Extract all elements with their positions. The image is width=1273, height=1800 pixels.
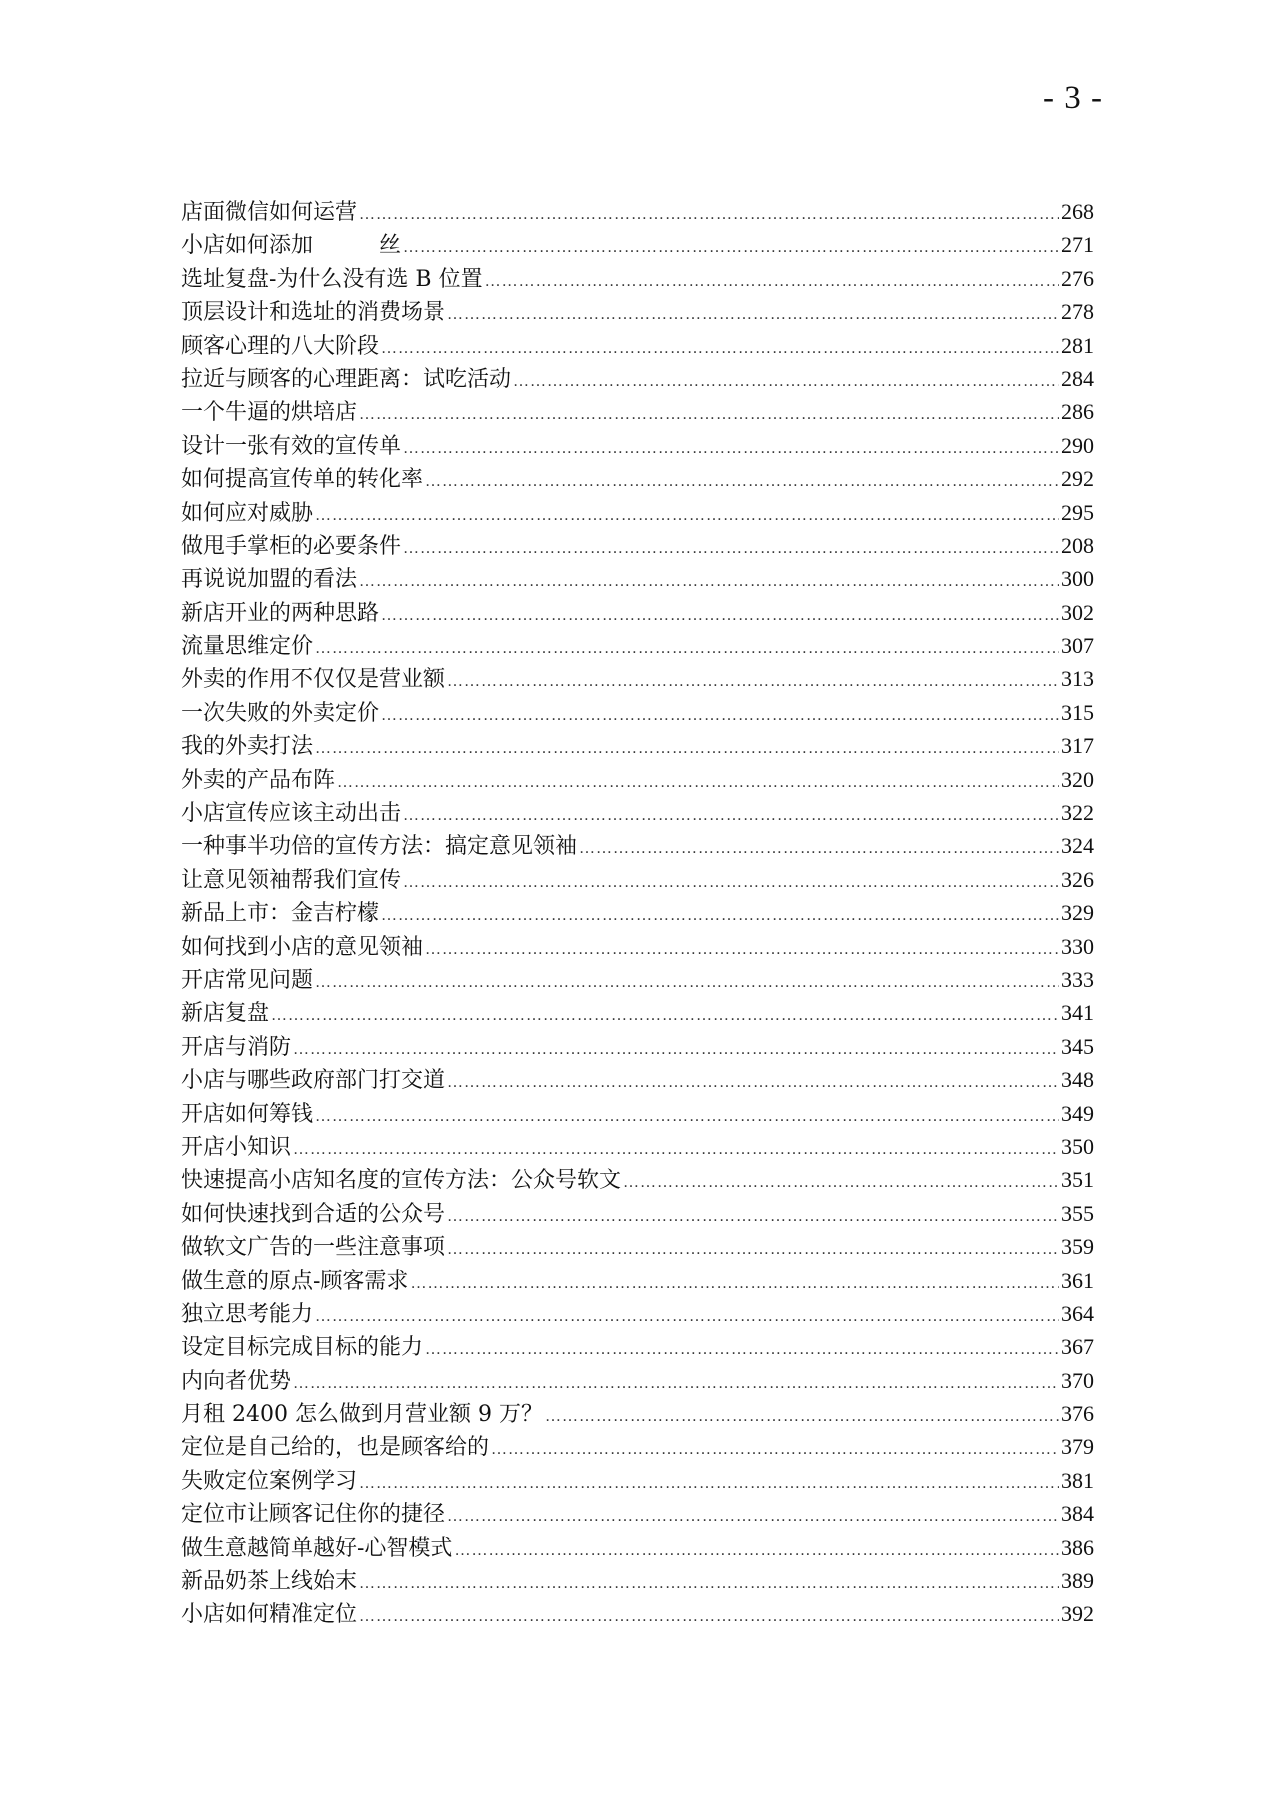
toc-entry bbox=[181, 1197, 1094, 1230]
toc-entry-page-number: 381 bbox=[1061, 1467, 1094, 1493]
toc-entry-title: 新店开业的两种思路 bbox=[181, 600, 380, 626]
dot-leader bbox=[447, 298, 1059, 331]
toc-entry-title: 定位市让顾客记住你的捷径 bbox=[181, 1502, 446, 1528]
toc-entry-title: 定位是自己给的，也是顾客给的 bbox=[181, 1435, 490, 1461]
toc-entry-page-number: 379 bbox=[1061, 1434, 1094, 1460]
dot-leader bbox=[315, 1300, 1059, 1333]
toc-entry bbox=[181, 1230, 1094, 1263]
toc-entry-page-number: 355 bbox=[1061, 1200, 1094, 1226]
toc-entry-page-number: 322 bbox=[1061, 800, 1094, 826]
dot-leader bbox=[491, 1433, 1059, 1466]
toc-entry-page-number: 389 bbox=[1061, 1568, 1094, 1594]
toc-entry bbox=[181, 462, 1094, 495]
table-of-contents bbox=[181, 195, 1094, 1631]
toc-entry bbox=[181, 362, 1094, 395]
dot-leader bbox=[315, 499, 1059, 532]
toc-entry-title: 月租 2400 怎么做到月营业额 9 万？ bbox=[181, 1402, 543, 1428]
toc-entry-title: 再说说加盟的看法 bbox=[181, 567, 358, 593]
toc-entry bbox=[181, 1497, 1094, 1530]
toc-entry-page-number: 384 bbox=[1061, 1501, 1094, 1527]
toc-entry-title: 小店宣传应该主动出击 bbox=[181, 801, 402, 827]
toc-entry bbox=[181, 1297, 1094, 1330]
toc-entry-title: 我的外卖打法 bbox=[181, 734, 314, 760]
dot-leader bbox=[403, 532, 1059, 565]
toc-entry-title: 开店小知识 bbox=[181, 1134, 292, 1160]
dot-leader bbox=[545, 1400, 1059, 1433]
toc-entry-page-number: 317 bbox=[1061, 733, 1094, 759]
toc-entry-title: 顶层设计和选址的消费场景 bbox=[181, 300, 446, 326]
toc-entry-title: 设定目标完成目标的能力 bbox=[181, 1335, 424, 1361]
toc-entry-page-number: 386 bbox=[1061, 1534, 1094, 1560]
toc-entry-page-number: 370 bbox=[1061, 1367, 1094, 1393]
toc-entry-title: 新品上市：金吉柠檬 bbox=[181, 901, 380, 927]
dot-leader bbox=[271, 999, 1059, 1032]
dot-leader bbox=[403, 231, 1059, 264]
toc-entry-title: 内向者优势 bbox=[181, 1368, 292, 1394]
toc-entry-page-number: 345 bbox=[1061, 1033, 1094, 1059]
dot-leader bbox=[381, 699, 1059, 732]
toc-entry-title: 如何应对威胁 bbox=[181, 500, 314, 526]
dot-leader bbox=[293, 1367, 1059, 1400]
toc-entry bbox=[181, 662, 1094, 695]
toc-entry bbox=[181, 1464, 1094, 1497]
dot-leader bbox=[403, 432, 1059, 465]
toc-entry-page-number: 300 bbox=[1061, 566, 1094, 592]
dot-leader bbox=[359, 198, 1059, 231]
toc-entry-title: 开店如何筹钱 bbox=[181, 1101, 314, 1127]
toc-entry bbox=[181, 696, 1094, 729]
toc-entry-page-number: 286 bbox=[1061, 399, 1094, 425]
toc-entry-page-number: 284 bbox=[1061, 365, 1094, 391]
toc-entry bbox=[181, 1397, 1094, 1430]
dot-leader bbox=[447, 1233, 1059, 1266]
toc-entry bbox=[181, 1564, 1094, 1597]
dot-leader bbox=[447, 1500, 1059, 1533]
toc-entry bbox=[181, 562, 1094, 595]
toc-entry-page-number: 351 bbox=[1061, 1167, 1094, 1193]
toc-entry-page-number: 376 bbox=[1061, 1401, 1094, 1427]
toc-entry-title: 拉近与顾客的心理距离：试吃活动 bbox=[181, 366, 512, 392]
toc-entry-title: 让意见领袖帮我们宣传 bbox=[181, 867, 402, 893]
toc-entry-title: 如何快速找到合适的公众号 bbox=[181, 1201, 446, 1227]
toc-entry bbox=[181, 429, 1094, 462]
toc-entry-page-number: 330 bbox=[1061, 933, 1094, 959]
toc-entry-page-number: 268 bbox=[1061, 199, 1094, 224]
dot-leader bbox=[425, 465, 1059, 498]
toc-entry bbox=[181, 529, 1094, 562]
toc-entry-page-number: 276 bbox=[1061, 265, 1094, 291]
toc-entry-page-number: 348 bbox=[1061, 1067, 1094, 1093]
toc-entry bbox=[181, 1030, 1094, 1063]
toc-entry bbox=[181, 1163, 1094, 1196]
toc-entry bbox=[181, 596, 1094, 629]
toc-entry bbox=[181, 1264, 1094, 1297]
dot-leader bbox=[293, 1033, 1059, 1066]
toc-entry bbox=[181, 963, 1094, 996]
toc-entry bbox=[181, 228, 1094, 261]
toc-entry bbox=[181, 395, 1094, 428]
toc-entry-page-number: 271 bbox=[1061, 232, 1094, 258]
toc-entry-page-number: 392 bbox=[1061, 1601, 1094, 1627]
dot-leader bbox=[403, 799, 1059, 832]
toc-entry-title: 开店常见问题 bbox=[181, 967, 314, 993]
toc-entry bbox=[181, 829, 1094, 862]
toc-entry bbox=[181, 996, 1094, 1029]
toc-entry bbox=[181, 1597, 1094, 1630]
toc-entry bbox=[181, 195, 1094, 228]
toc-entry-page-number: 320 bbox=[1061, 766, 1094, 792]
toc-entry bbox=[181, 796, 1094, 829]
dot-leader bbox=[403, 866, 1059, 899]
dot-leader bbox=[381, 899, 1059, 932]
toc-entry-title: 一个牛逼的烘培店 bbox=[181, 400, 358, 426]
toc-entry-title: 设计一张有效的宣传单 bbox=[181, 433, 402, 459]
toc-entry-page-number: 292 bbox=[1061, 466, 1094, 492]
toc-entry bbox=[181, 863, 1094, 896]
toc-entry bbox=[181, 896, 1094, 929]
toc-entry-title: 开店与消防 bbox=[181, 1034, 292, 1060]
dot-leader bbox=[359, 1567, 1059, 1600]
toc-entry bbox=[181, 729, 1094, 762]
toc-entry-title: 做甩手掌柜的必要条件 bbox=[181, 533, 402, 559]
toc-entry-title: 顾客心理的八大阶段 bbox=[181, 333, 380, 359]
toc-entry-page-number: 295 bbox=[1061, 499, 1094, 525]
toc-entry-title: 店面微信如何运营 bbox=[181, 200, 358, 225]
toc-entry-title: 新店复盘 bbox=[181, 1001, 270, 1027]
toc-entry bbox=[181, 496, 1094, 529]
dot-leader bbox=[410, 1267, 1059, 1300]
toc-entry-title: 快速提高小店知名度的宣传方法：公众号软文 bbox=[181, 1168, 622, 1194]
dot-leader bbox=[425, 1333, 1059, 1366]
toc-entry bbox=[181, 295, 1094, 328]
toc-entry bbox=[181, 629, 1094, 662]
toc-entry-title: 一种事半功倍的宣传方法：搞定意见领袖 bbox=[181, 834, 578, 860]
toc-entry-page-number: 278 bbox=[1061, 299, 1094, 325]
dot-leader bbox=[579, 832, 1059, 865]
toc-entry-title: 小店与哪些政府部门打交道 bbox=[181, 1068, 446, 1094]
dot-leader bbox=[359, 1467, 1059, 1500]
toc-entry-title: 流量思维定价 bbox=[181, 634, 314, 660]
toc-entry-title: 做软文广告的一些注意事项 bbox=[181, 1235, 446, 1261]
toc-entry-title: 一次失败的外卖定价 bbox=[181, 700, 380, 726]
dot-leader bbox=[315, 732, 1059, 765]
toc-entry-page-number: 364 bbox=[1061, 1300, 1094, 1326]
toc-entry bbox=[181, 1130, 1094, 1163]
toc-entry-title: 做生意的原点-顾客需求 bbox=[181, 1268, 409, 1294]
toc-entry bbox=[181, 1531, 1094, 1564]
dot-leader bbox=[447, 665, 1059, 698]
dot-leader bbox=[315, 966, 1059, 999]
dot-leader bbox=[485, 265, 1059, 298]
dot-leader bbox=[623, 1166, 1059, 1199]
toc-entry-title: 外卖的作用不仅仅是营业额 bbox=[181, 667, 446, 693]
toc-entry-page-number: 290 bbox=[1061, 432, 1094, 458]
toc-entry-title: 如何提高宣传单的转化率 bbox=[181, 467, 424, 493]
toc-entry bbox=[181, 930, 1094, 963]
dot-leader bbox=[315, 632, 1059, 665]
toc-entry bbox=[181, 1097, 1094, 1130]
toc-entry bbox=[181, 329, 1094, 362]
toc-entry-title: 做生意越简单越好-心智模式 bbox=[181, 1535, 453, 1561]
toc-entry bbox=[181, 1364, 1094, 1397]
page-number: - 3 - bbox=[1043, 80, 1103, 116]
toc-entry-page-number: 307 bbox=[1061, 633, 1094, 659]
toc-entry-title: 小店如何精准定位 bbox=[181, 1602, 358, 1628]
dot-leader bbox=[337, 766, 1059, 799]
toc-entry-page-number: 208 bbox=[1061, 532, 1094, 558]
toc-entry-title: 外卖的产品布阵 bbox=[181, 767, 336, 793]
toc-entry-page-number: 359 bbox=[1061, 1234, 1094, 1260]
toc-entry-title: 失败定位案例学习 bbox=[181, 1468, 358, 1494]
toc-entry-title: 新品奶茶上线始末 bbox=[181, 1569, 358, 1595]
dot-leader bbox=[359, 398, 1059, 431]
dot-leader bbox=[447, 1200, 1059, 1233]
dot-leader bbox=[425, 933, 1059, 966]
toc-entry-title: 独立思考能力 bbox=[181, 1301, 314, 1327]
toc-entry-page-number: 329 bbox=[1061, 900, 1094, 926]
toc-entry-title: 选址复盘-为什么没有选 B 位置 bbox=[181, 266, 483, 292]
toc-entry bbox=[181, 1330, 1094, 1363]
dot-leader bbox=[454, 1534, 1059, 1567]
dot-leader bbox=[315, 1100, 1059, 1133]
toc-entry-title: 小店如何添加 丝 bbox=[181, 233, 402, 259]
dot-leader bbox=[381, 599, 1059, 632]
toc-entry-page-number: 302 bbox=[1061, 599, 1094, 625]
toc-entry bbox=[181, 763, 1094, 796]
toc-entry-page-number: 315 bbox=[1061, 699, 1094, 725]
toc-entry-page-number: 313 bbox=[1061, 666, 1094, 692]
toc-entry-page-number: 281 bbox=[1061, 332, 1094, 358]
dot-leader bbox=[513, 365, 1059, 398]
toc-entry-page-number: 326 bbox=[1061, 866, 1094, 892]
toc-entry bbox=[181, 1430, 1094, 1463]
dot-leader bbox=[447, 1066, 1059, 1099]
toc-entry-page-number: 324 bbox=[1061, 833, 1094, 859]
toc-entry-title: 如何找到小店的意见领袖 bbox=[181, 934, 424, 960]
toc-entry-page-number: 367 bbox=[1061, 1334, 1094, 1360]
toc-entry-page-number: 361 bbox=[1061, 1267, 1094, 1293]
toc-entry-page-number: 349 bbox=[1061, 1100, 1094, 1126]
dot-leader bbox=[381, 332, 1059, 365]
dot-leader bbox=[359, 1600, 1059, 1633]
toc-entry bbox=[181, 262, 1094, 295]
toc-entry-page-number: 333 bbox=[1061, 966, 1094, 992]
dot-leader bbox=[293, 1133, 1059, 1166]
toc-entry bbox=[181, 1063, 1094, 1096]
toc-entry-page-number: 341 bbox=[1061, 1000, 1094, 1026]
dot-leader bbox=[359, 565, 1059, 598]
toc-entry-page-number: 350 bbox=[1061, 1133, 1094, 1159]
